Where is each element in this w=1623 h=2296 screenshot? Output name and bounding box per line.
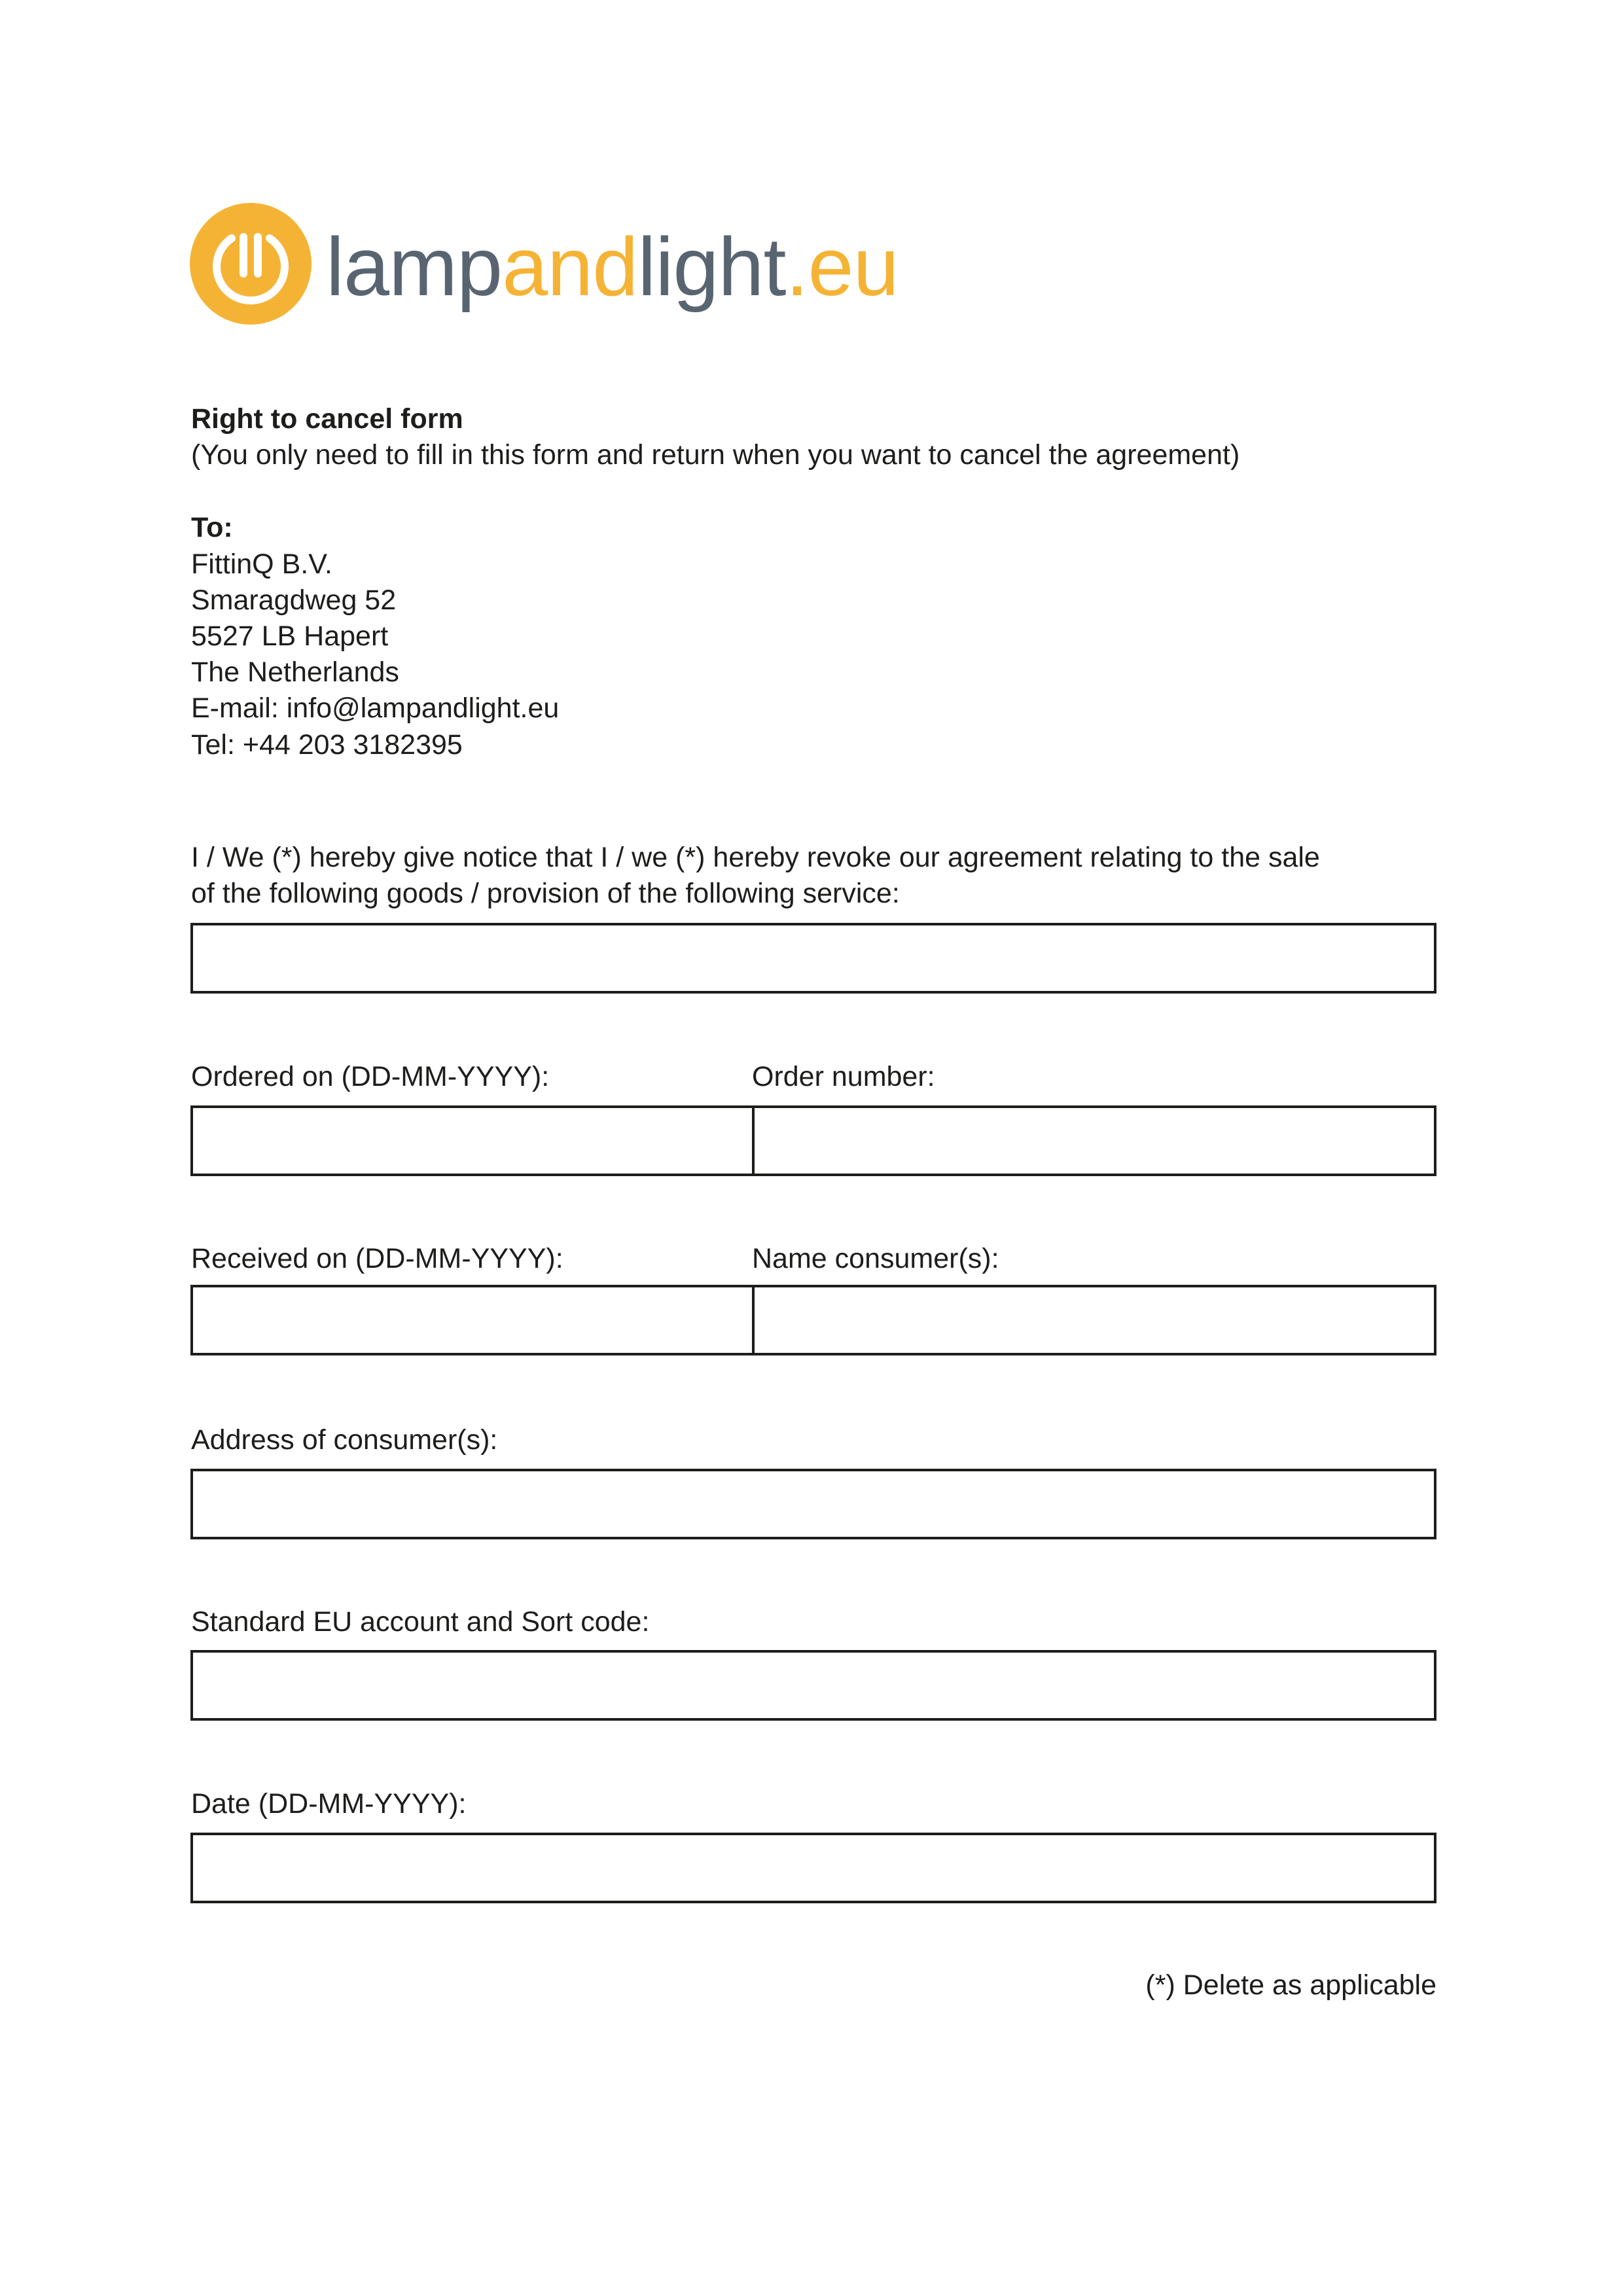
recipient-country: The Netherlands: [191, 656, 399, 688]
address-consumer-field[interactable]: [190, 1469, 1436, 1539]
recipient-label: To:: [191, 512, 233, 543]
received-on-input[interactable]: [193, 1287, 753, 1353]
order-number-label: Order number:: [752, 1061, 935, 1092]
logo-wordmark: [326, 208, 899, 326]
form-title: Right to cancel form: [191, 403, 463, 435]
date-label: Date (DD-MM-YYYY):: [191, 1788, 467, 1820]
recipient-company: FittinQ B.V.: [191, 548, 332, 580]
name-consumer-field[interactable]: [752, 1285, 1436, 1355]
logo-word-lamp: lamp: [326, 221, 503, 313]
goods-service-input[interactable]: [193, 925, 1434, 991]
recipient-street: Smaragdweg 52: [191, 584, 397, 616]
ordered-on-input[interactable]: [193, 1108, 753, 1174]
logo-word-and: and: [502, 221, 638, 313]
logo-word-tld: .eu: [785, 221, 899, 313]
recipient-phone: Tel: +44 203 3182395: [191, 729, 463, 761]
account-sort-field[interactable]: [190, 1650, 1436, 1721]
form-subtitle: (You only need to fill in this form and return when you want to cancel the agreement): [191, 439, 1240, 471]
account-sort-label: Standard EU account and Sort code:: [191, 1606, 650, 1638]
order-number-input[interactable]: [755, 1108, 1434, 1174]
notice-line-2: of the following goods / provision of the following service:: [191, 878, 900, 909]
goods-service-field[interactable]: [190, 923, 1436, 994]
date-field[interactable]: [190, 1833, 1436, 1903]
address-consumer-label: Address of consumer(s):: [191, 1424, 498, 1456]
received-on-label: Received on (DD-MM-YYYY):: [191, 1243, 563, 1274]
recipient-email: E-mail: info@lampandlight.eu: [191, 692, 560, 724]
recipient-city: 5527 LB Hapert: [191, 620, 389, 652]
ordered-on-label: Ordered on (DD-MM-YYYY):: [191, 1061, 550, 1092]
logo-word-light: light: [637, 221, 786, 313]
notice-line-1: I / We (*) hereby give notice that I / we (*) hereby revoke our agreement relating to the sale: [191, 842, 1320, 873]
order-number-field[interactable]: [752, 1105, 1436, 1176]
account-sort-input[interactable]: [193, 1653, 1434, 1718]
date-input[interactable]: [193, 1835, 1434, 1901]
name-consumer-input[interactable]: [755, 1287, 1434, 1353]
address-consumer-input[interactable]: [193, 1471, 1434, 1537]
logo-icon: [190, 203, 312, 325]
name-consumer-label: Name consumer(s):: [752, 1243, 999, 1274]
footnote: (*) Delete as applicable: [1145, 1969, 1436, 2001]
